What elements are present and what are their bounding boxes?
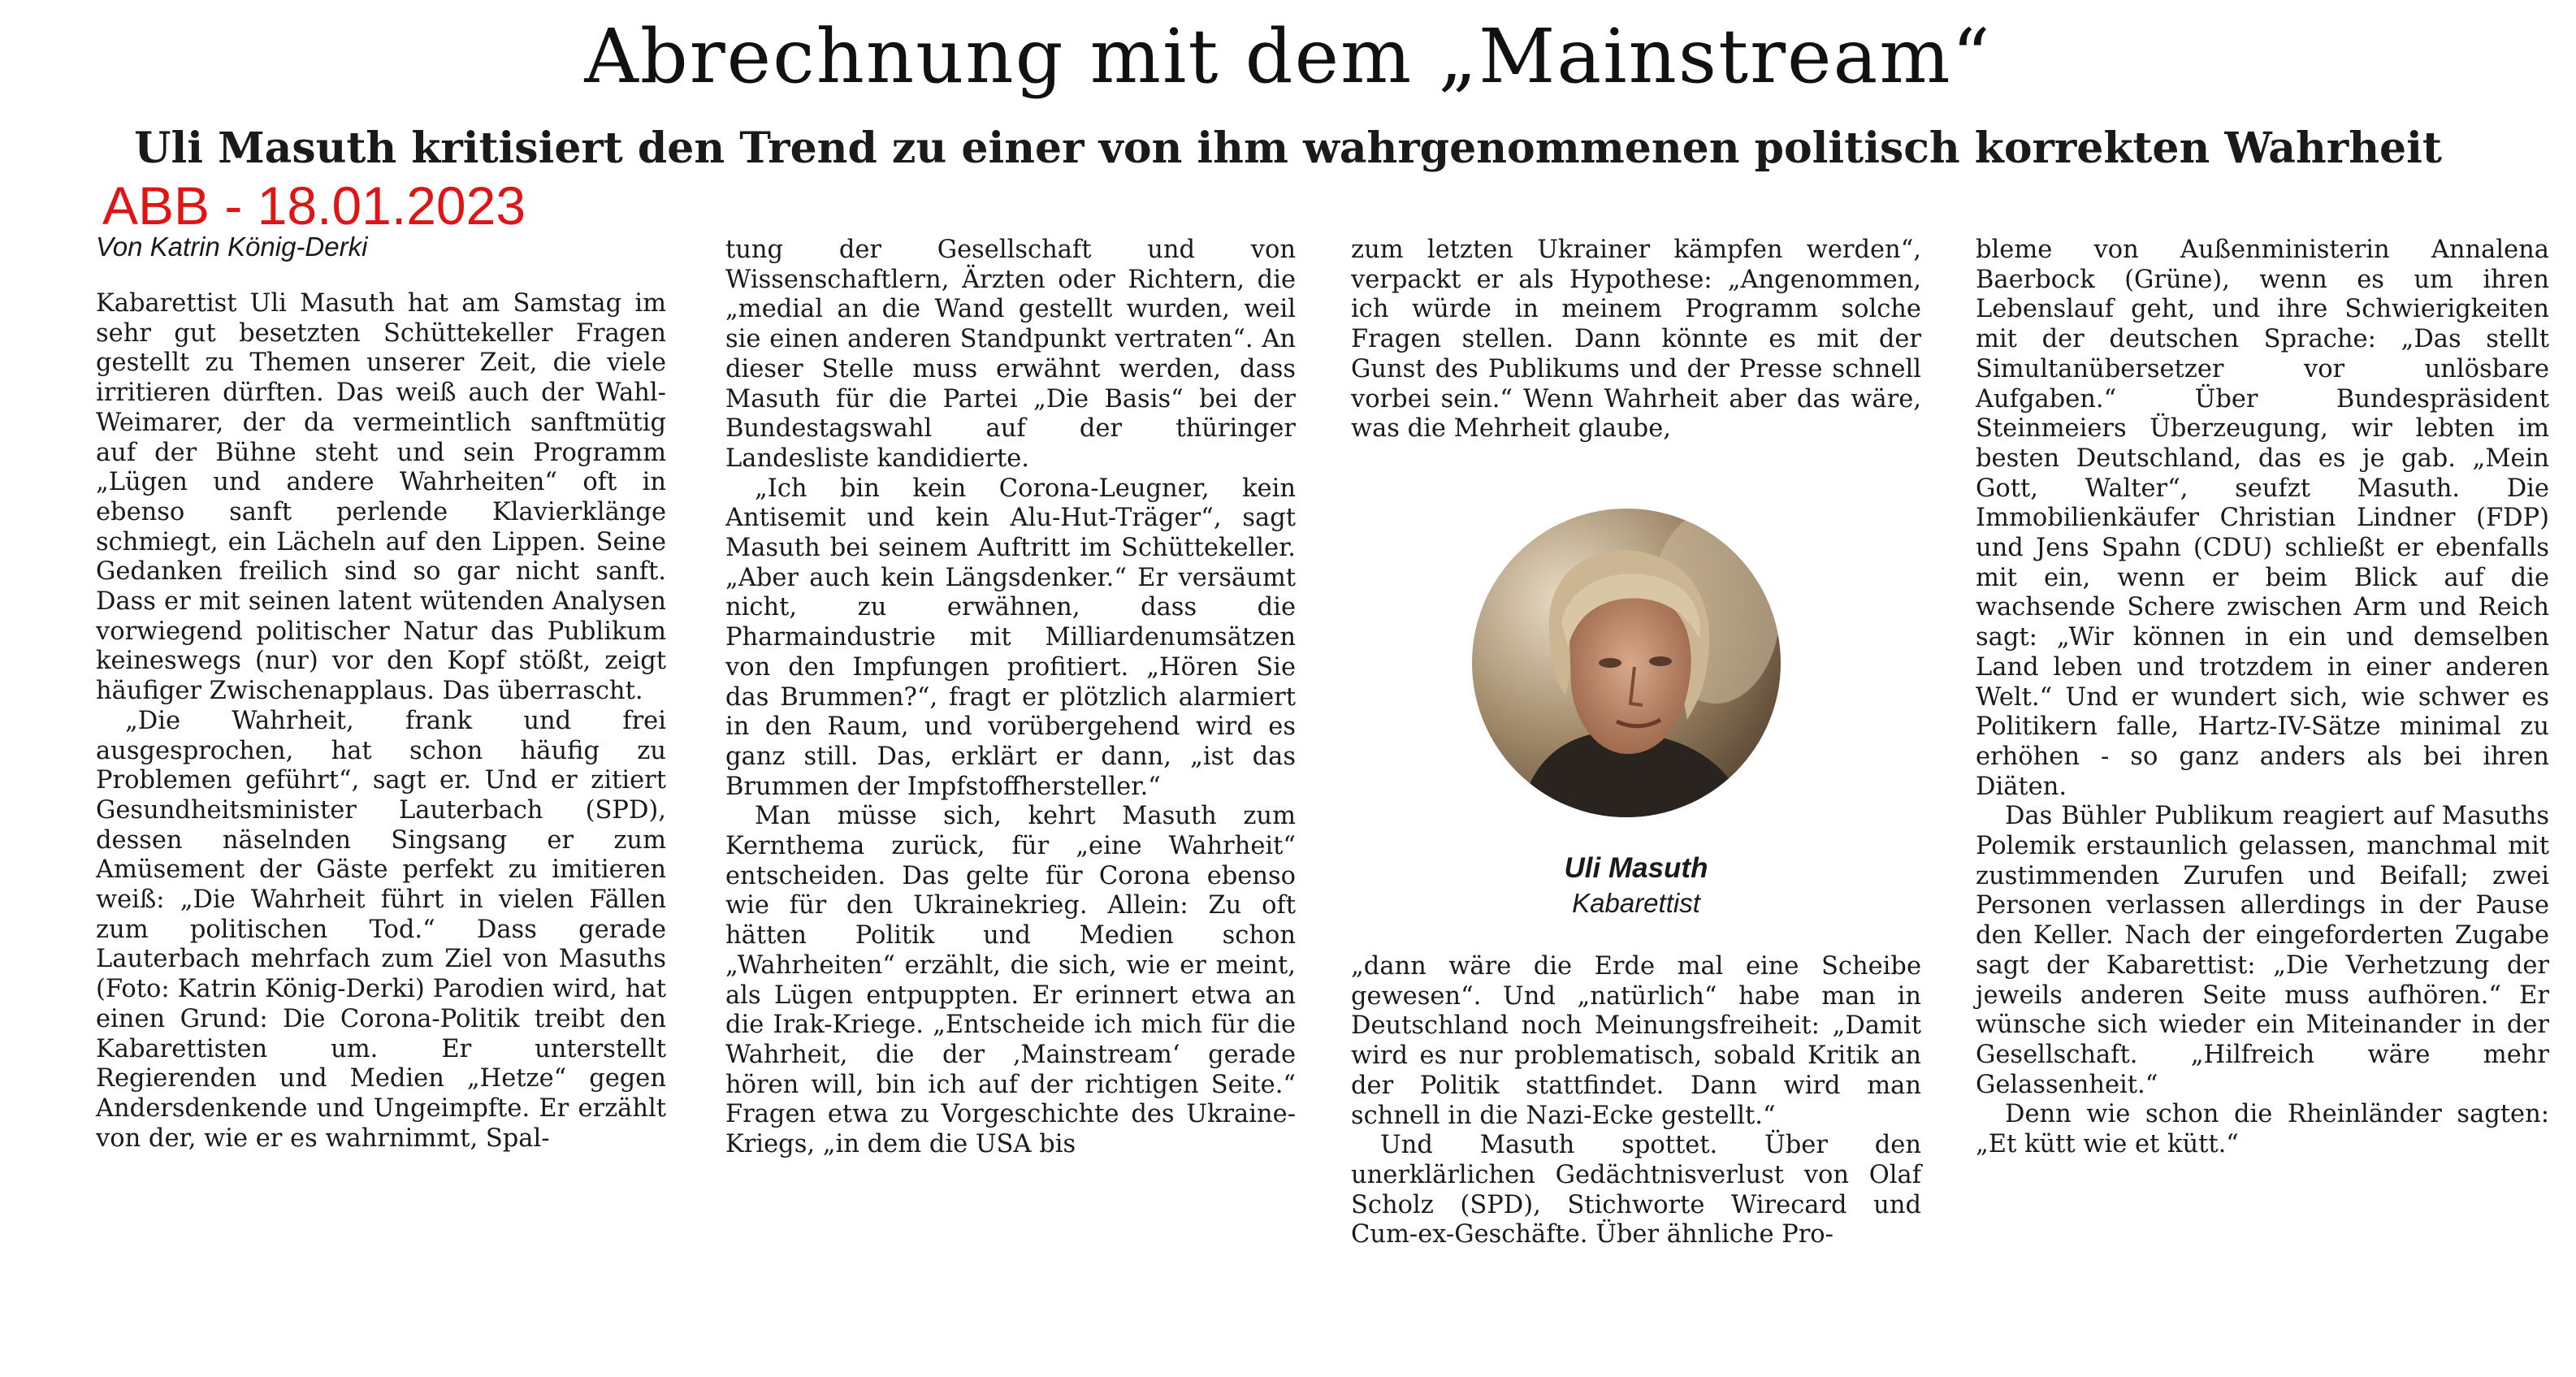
headline: Abrechnung mit dem „Mainstream“ [584,13,1992,100]
paragraph: zum letzten Ukrainer kämpfen werden“, verpackt er als Hypothese: „Angenommen, ich würde in meinem Programm solche Fragen stellen. Dann könnte es mit der Gunst des Publikums und der Presse schnell vorbei sein.“ Wenn Wahrheit aber das wäre, was die Mehrheit glaube, [1351,236,1921,444]
article-column-2 [725,236,1296,1160]
photo-caption-role: Kabarettist [1572,888,1700,918]
paragraph: „dann wäre die Erde mal eine Scheibe gewesen“. Und „natürlich“ habe man in Deutschland noch Meinungsfreiheit: „Damit wird es nur problematisch, sobald Kritik an der Politik stattfindet. Dann wird man schnell in die Nazi-Ecke gestellt.“ [1351,952,1921,1130]
paragraph: „Die Wahrheit, frank und frei ausgesprochen, hat schon häufig zu Problemen geführt“, sagt er. Und er zitiert Gesundheitsminister Lauterbach (SPD), dessen näselnden Singsang er zum Amüsement der Gäste perfekt zu imitieren weiß: „Die Wahrheit führt in vielen Fällen zum politischen Tod.“ Dass gerade Lauterbach mehrfach zum Ziel von Masuths (Foto: Katrin König-Derki) Parodien wird, hat einen Grund: Die Corona-Politik treibt den Kabarettisten um. Er unterstellt Regierenden und Medien „Hetze“ gegen Andersdenkende und Ungeimpfte. Er erzählt von der, wie er es wahrnimmt, Spal- [96,706,666,1153]
portrait-image [1472,509,1781,817]
byline: Von Katrin König-Derki [96,232,368,262]
date-stamp: ABB - 18.01.2023 [102,175,526,236]
paragraph: Denn wie schon die Rheinländer sagten: „Et kütt wie et kütt.“ [1976,1100,2549,1159]
article-column-3-top [1351,236,1921,444]
portrait-photo [1472,509,1781,817]
subheadline: Uli Masuth kritisiert den Trend zu einer von ihm wahrgenommenen politisch korrekten Wahrheit [134,123,2442,173]
photo-caption-name: Uli Masuth [1564,852,1708,884]
article-column-4 [1976,236,2549,1160]
paragraph: Und Masuth spottet. Über den unerklärlichen Gedächtnisverlust von Olaf Scholz (SPD), Stichworte Wirecard und Cum-ex-Geschäfte. Über ähnliche Pro- [1351,1131,1921,1249]
paragraph: Kabarettist Uli Masuth hat am Samstag im sehr gut besetzten Schüttekeller Fragen gestellt zu Themen unserer Zeit, die viele irritieren dürften. Das weiß auch der Wahl-Weimarer, der da vermeintlich sanftmütig auf der Bühne steht und sein Programm „Lügen und andere Wahrheiten“ oft in ebenso sanft perlende Klavierklänge schmiegt, ein Lächeln auf den Lippen. Seine Gedanken freilich sind so gar nicht sanft. Dass er mit seinen latent wütenden Analysen vorwiegend politischer Natur das Publikum keineswegs (nur) vor den Kopf stößt, zeigt häufiger Zwischenapplaus. Das überrascht. [96,289,666,706]
paragraph: Das Bühler Publikum reagiert auf Masuths Polemik erstaunlich gelassen, manchmal mit zustimmenden Zurufen und Beifall; zwei Personen verlassen allerdings in der Pause den Keller. Nach der eingeforderten Zugabe sagt der Kabarettist: „Die Verhetzung der jeweils anderen Seite muss aufhören.“ Er wünsche sich wieder ein Miteinander in der Gesellschaft. „Hilfreich wäre mehr Gelassenheit.“ [1976,802,2549,1099]
paragraph: „Ich bin kein Corona-Leugner, kein Antisemit und kein Alu-Hut-Träger“, sagt Masuth bei seinem Auftritt im Schüttekeller. „Aber auch kein Längsdenker.“ Er versäumt nicht, zu erwähnen, dass die Pharmaindustrie mit Milliardenumsätzen von den Impfungen profitiert. „Hören Sie das Brummen?“, fragt er plötzlich alarmiert in den Raum, und vorübergehend wird es ganz still. Das, erklärt er dann, „ist das Brummen der Impfstoffhersteller.“ [725,474,1296,801]
paragraph: Man müsse sich, kehrt Masuth zum Kernthema zurück, für „eine Wahrheit“ entscheiden. Das gelte für Corona ebenso wie für den Ukrainekrieg. Allein: Zu oft hätten Politik und Medien schon „Wahrheiten“ erzählt, die sich, wie er meint, als Lügen entpuppten. Er erinnert etwa an die Irak-Kriege. „Entscheide ich mich für die Wahrheit, die der ‚Mainstream‘ gerade hören will, bin ich auf der richtigen Seite.“ Fragen etwa zu Vorgeschichte des Ukraine-Kriegs, „in dem die USA bis [725,802,1296,1159]
paragraph: bleme von Außenministerin Annalena Baerbock (Grüne), wenn es um ihren Lebenslauf geht, und ihre Schwierigkeiten mit der deutschen Sprache: „Das stellt Simultanübersetzer vor unlösbare Aufgaben.“ Über Bundespräsident Steinmeiers Überzeugung, wir lebten im besten Deutschland, das es je gab. „Mein Gott, Walter“, seufzt Masuth. Die Immobilienkäufer Christian Lindner (FDP) und Jens Spahn (CDU) schließt er ebenfalls mit ein, wenn er beim Blick auf die wachsende Schere zwischen Arm und Reich sagt: „Wir können in ein und demselben Land leben und trotzdem in einer anderen Welt.“ Und er wundert sich, wie schwer es Politikern falle, Hartz-IV-Sätze minimal zu erhöhen - so ganz anders als bei ihren Diäten. [1976,236,2549,801]
article-column-1 [96,289,666,1154]
article-column-3-bottom [1351,952,1921,1250]
paragraph: tung der Gesellschaft und von Wissenschaftlern, Ärzten oder Richtern, die „medial an die Wand gestellt wurden, weil sie einen anderen Standpunkt vertraten“. An dieser Stelle muss erwähnt werden, dass Masuth für die Partei „Die Basis“ bei der Bundestagswahl auf der thüringer Landesliste kandidierte. [725,236,1296,473]
